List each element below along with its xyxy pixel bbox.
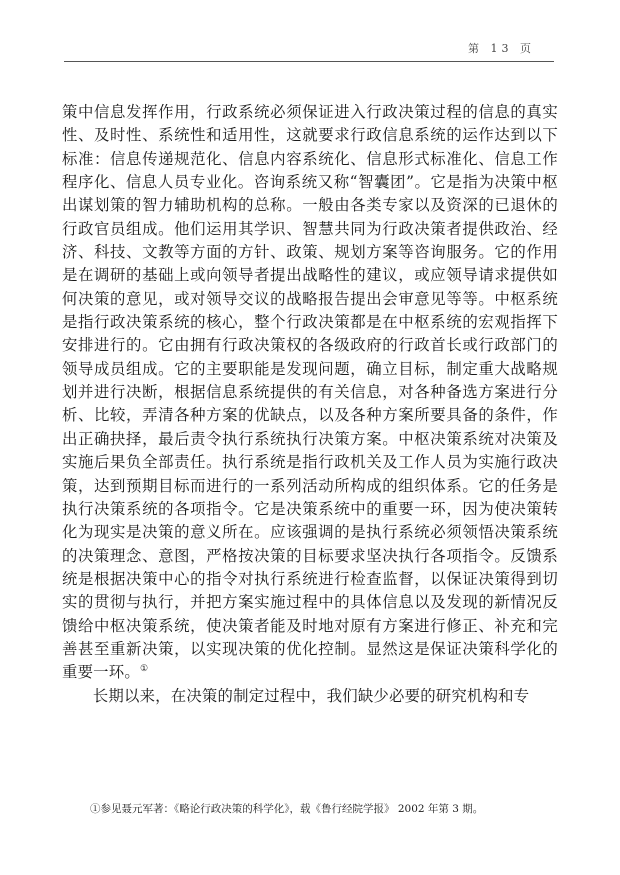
paragraph-1 bbox=[62, 101, 558, 685]
footnote-marker[interactable]: ① bbox=[139, 664, 149, 675]
body-text bbox=[62, 101, 558, 708]
header-divider bbox=[64, 61, 554, 62]
page-number-header: 第 13 页 bbox=[468, 42, 535, 55]
paragraph-1-text: 策中信息发挥作用，行政系统必须保证进入行政决策过程的信息的真实性、及时性、系统性和适用性，这就要求行政信息系统的运作达到以下标准：信息传递规范化、信息内容系统化、信息形式标准化、信息工作程序化、信息人员专业化。咨询系统又称“智囊团”。它是指为决策中枢出谋划策的智力辅助机构的总称。一般由各类专家以及资深的已退休的行政官员组成。他们运用其学识、智慧共同为行政决策者提供政治、经济、科技、文教等方面的方针、政策、规划方案等咨询服务。它的作用是在调研的基础上或向领导者提出战略性的建议，或应领导请求提供如何决策的意见，或对领导交议的战略报告提出会审意见等等。中枢系统是指行政决策系统的核心，整个行政决策都是在中枢系统的宏观指挥下安排进行的。它由拥有行政决策权的各级政府的行政首长或行政部门的领导成员组成。它的主要职能是发现问题，确立目标，制定重大战略规划并进行决断，根据信息系统提供的有关信息，对各种备选方案进行分析、比较，弄清各种方案的优缺点，以及各种方案所要具备的条件，作出正确抉择，最后责令执行系统执行决策方案。中枢决策系统对决策及实施后果负全部责任。执行系统是指行政机关及工作人员为实施行政决策，达到预期目标而进行的一系列活动所构成的组织体系。它的任务是执行决策系统的各项指令。它是决策系统中的重要一环，因为使决策转化为现实是决策的意义所在。应该强调的是执行系统必须领悟决策系统的决策理念、意图，严格按决策的目标要求坚决执行各项指令。反馈系统是根据决策中心的指令对执行系统进行检查监督，以保证决策得到切实的贯彻与执行，并把方案实施过程中的具体信息以及发现的新情况反馈给中枢决策系统，使决策者能及时地对原有方案进行修正、补充和完善甚至重新决策，以实现决策的优化控制。显然这是保证决策科学化的重要一环。 bbox=[62, 103, 558, 682]
paragraph-2: 长期以来，在决策的制定过程中，我们缺少必要的研究机构和专 bbox=[92, 686, 530, 705]
footnote: ①参见聂元军著：《略论行政决策的科学化》，载《鲁行经院学报》 2002 年第 3 期。 bbox=[90, 803, 484, 815]
